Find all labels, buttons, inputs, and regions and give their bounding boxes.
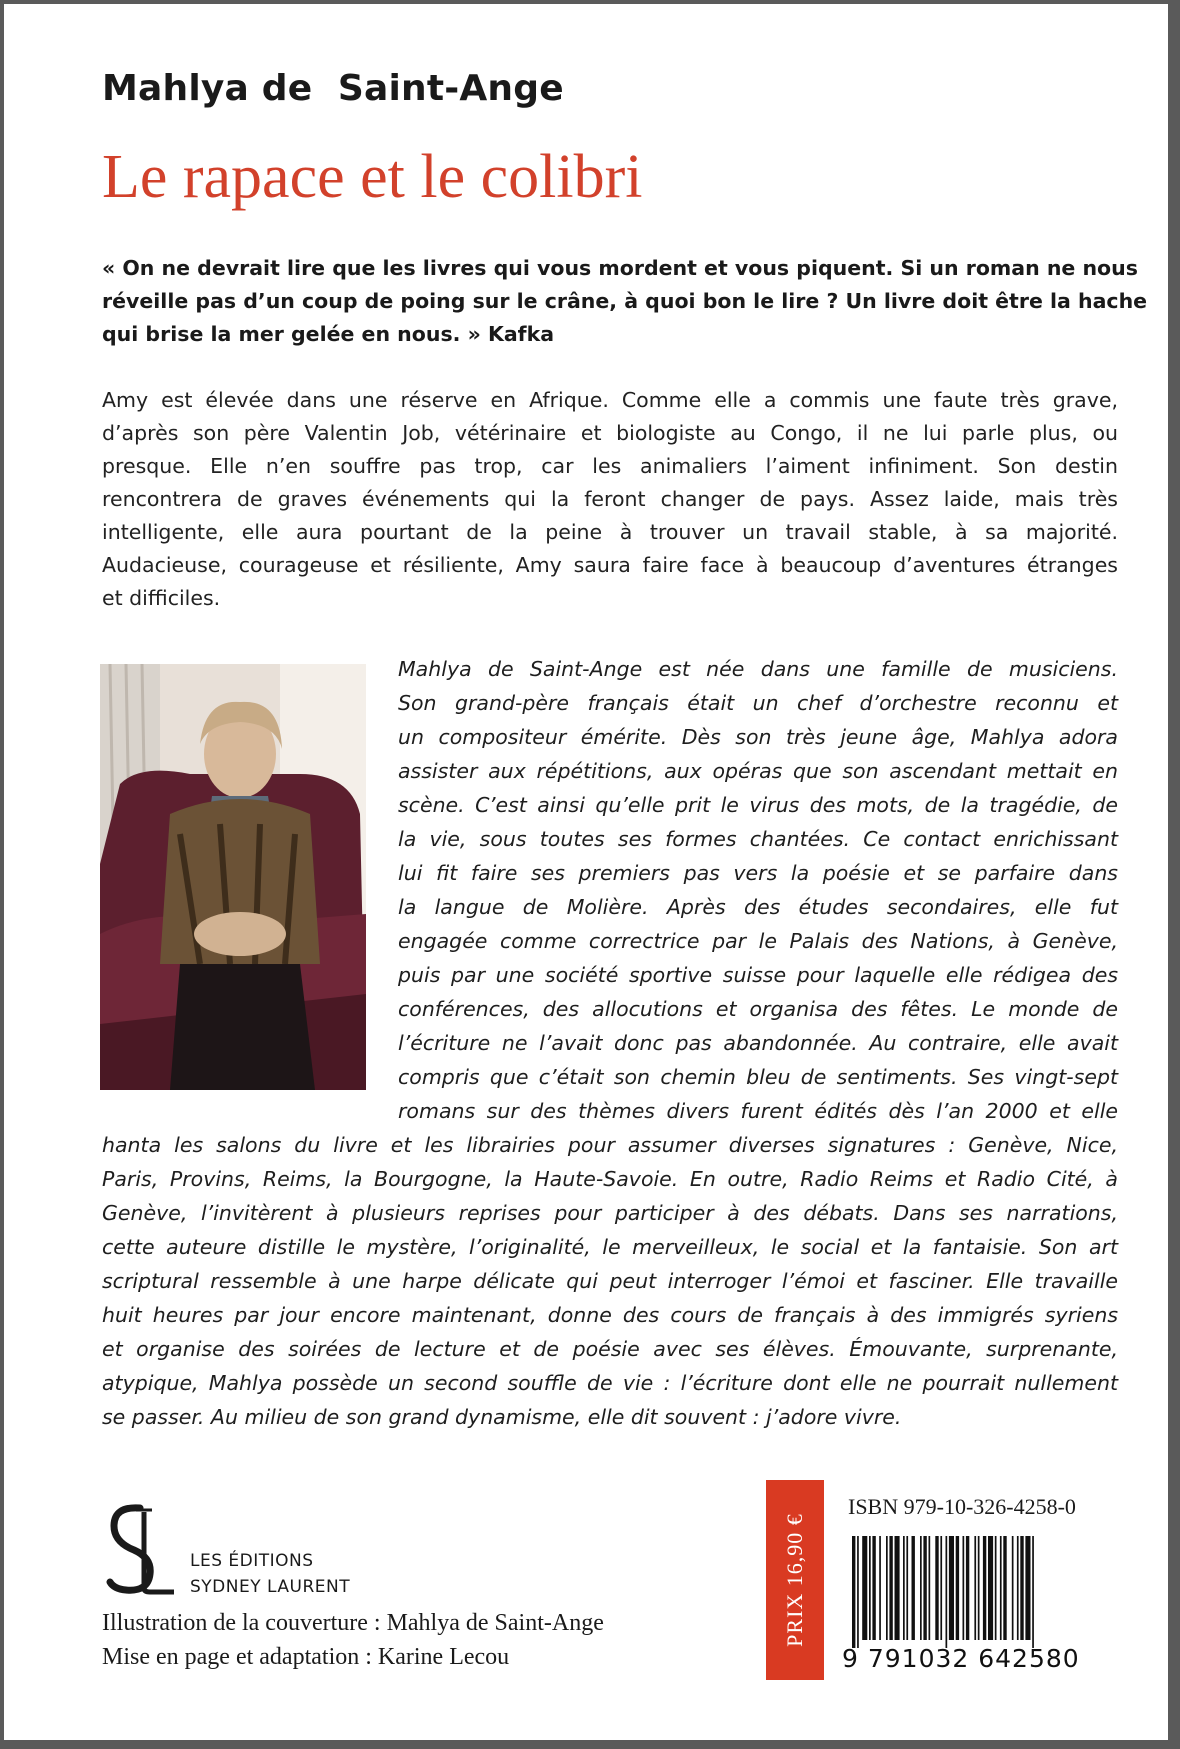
bio-line: puis par une société sportive suisse pour laquelle elle rédigea des: [398, 963, 1118, 987]
isbn-number: ISBN 979-10-326-4258-0: [848, 1494, 1076, 1519]
bio-line: assister aux répétitions, aux opéras que son ascendant mettait en: [398, 759, 1118, 783]
bio-line: romans sur des thèmes divers furent édités dès l’an 2000 et elle: [398, 1099, 1118, 1123]
bio-line: Son grand-père français était un chef d’orchestre reconnu et: [398, 691, 1118, 715]
bio-line: conférences, des allocutions et organisa des fêtes. Le monde de: [398, 997, 1118, 1021]
bio-line: Paris, Provins, Reims, la Bourgogne, la Haute-Savoie. En outre, Radio Reims et Radio Cité, à: [102, 1167, 1118, 1191]
quote-line: qui brise la mer gelée en nous. » Kafka: [102, 322, 555, 346]
summary-line: et difficiles.: [102, 586, 221, 610]
bio-line: la vie, sous toutes ses formes chantées. Ce contact enrichissant: [398, 827, 1118, 851]
book-title: Le rapace et le colibri: [102, 143, 643, 211]
summary-line: Amy est élevée dans une réserve en Afrique. Comme elle a commis une faute très grave,: [102, 388, 1118, 412]
price-band: [766, 1480, 824, 1680]
illustration-credit: Illustration de la couverture : Mahlya de Saint-Ange: [102, 1610, 604, 1636]
bio-line: huit heures par jour encore maintenant, donne des cours de français à des immigrés syriens: [102, 1303, 1118, 1327]
bio-line: hanta les salons du livre et les librairies pour assumer diverses signatures : Genève, Nice,: [102, 1133, 1118, 1157]
bio-line: et organise des soirées de lecture et de poésie avec ses élèves. Émouvante, surprenante,: [102, 1337, 1118, 1361]
summary-line: Audacieuse, courageuse et résiliente, Amy saura faire face à beaucoup d’aventures étranges: [102, 553, 1118, 577]
bio-line: compris que c’était son chemin bleu de sentiments. Ses vingt-sept: [398, 1065, 1118, 1089]
bio-line: la langue de Molière. Après des études secondaires, elle fut: [398, 895, 1118, 919]
bio-line: lui fit faire ses premiers pas vers la poésie et se parfaire dans: [398, 861, 1118, 885]
summary-line: presque. Elle n’en souffre pas trop, car les animaliers l’aiment infiniment. Son destin: [102, 454, 1118, 478]
credits: [102, 1606, 604, 1674]
publisher-line-1: LES ÉDITIONS: [190, 1551, 314, 1571]
bio-line: un compositeur émérite. Dès son très jeune âge, Mahlya adora: [398, 725, 1118, 749]
bio-line: l’écriture ne l’avait donc pas abandonnée. Au contraire, elle avait: [398, 1031, 1118, 1055]
summary-line: rencontrera de graves événements qui la feront changer de pays. Assez laide, mais très: [102, 487, 1118, 511]
bio-line: scène. C’est ainsi qu’elle prit le virus des mots, de la tragédie, de: [398, 793, 1118, 817]
layout-credit: Mise en page et adaptation : Karine Lecou: [102, 1644, 510, 1670]
author-biography: [102, 652, 1118, 1434]
bio-line: Genève, l’invitèrent à plusieurs reprises pour participer à des débats. Dans ses narrations,: [102, 1201, 1118, 1225]
ean-digits: 9 791032 642580: [842, 1644, 1080, 1673]
barcode-icon: [850, 1536, 1094, 1648]
quote-line: réveille pas d’un coup de poing sur le crâne, à quoi bon le lire ? Un livre doit être la hache: [102, 289, 1148, 313]
quote-line: « On ne devrait lire que les livres qui vous mordent et vous piquent. Si un roman ne nous: [102, 256, 1138, 280]
back-cover: [4, 4, 1168, 1740]
summary-line: d’après son père Valentin Job, vétérinaire et biologiste au Congo, il ne lui parle plus, ou: [102, 421, 1118, 445]
kafka-quote: [102, 252, 1148, 351]
bio-line: atypique, Mahlya possède un second souffle de vie : l’écriture dont elle ne pourrait nullement: [102, 1371, 1118, 1395]
bio-line: Mahlya de Saint-Ange est née dans une famille de musiciens.: [398, 657, 1118, 681]
publisher-line-2: SYDNEY LAURENT: [190, 1577, 351, 1597]
bio-line: engagée comme correctrice par le Palais des Nations, à Genève,: [398, 929, 1118, 953]
sl-monogram-icon: [100, 1502, 178, 1598]
bio-line: cette auteure distille le mystère, l’originalité, le merveilleux, le social et la fantaisie. Son art: [102, 1235, 1118, 1259]
bio-line: scriptural ressemble à une harpe délicate qui peut interroger l’émoi et fasciner. Elle travaille: [102, 1269, 1118, 1293]
price-label: PRIX 16,90 €: [782, 1513, 807, 1647]
author-name: Mahlya de Saint-Ange: [102, 68, 564, 109]
publisher-name: [190, 1548, 350, 1600]
book-summary: [102, 384, 1118, 615]
summary-line: intelligente, elle aura pourtant de la peine à trouver un travail stable, à sa majorité.: [102, 520, 1118, 544]
bio-line: se passer. Au milieu de son grand dynamisme, elle dit souvent : j’adore vivre.: [102, 1405, 902, 1429]
